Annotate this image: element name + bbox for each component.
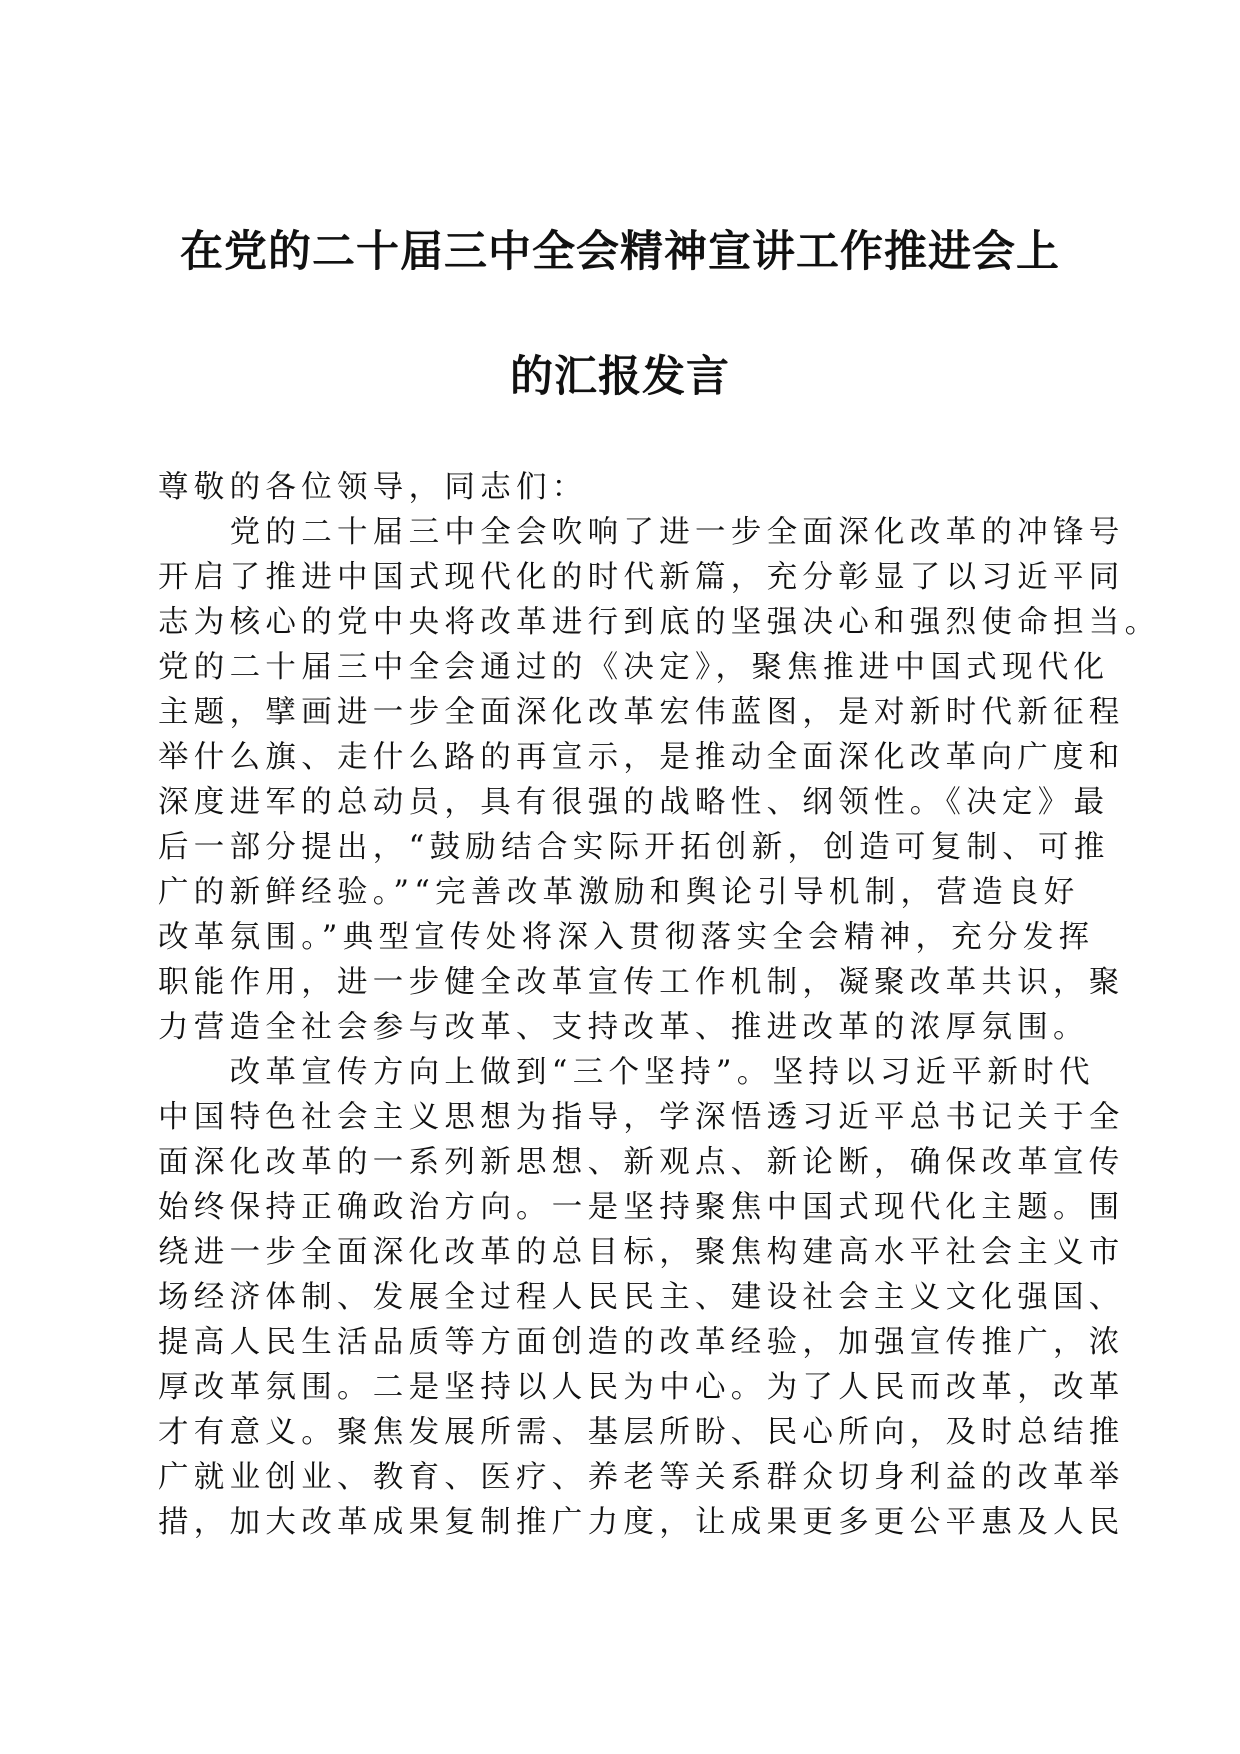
body-line: 才有意义。聚焦发展所需、基层所盼、民心所向，及时总结推 (158, 1415, 1125, 1450)
body-line: 力营造全社会参与改革、支持改革、推进改革的浓厚氛围。 (158, 1010, 1089, 1045)
body-line: 厚改革氛围。二是坚持以人民为中心。为了人民而改革，改革 (158, 1370, 1125, 1405)
body-line: 始终保持正确政治方向。一是坚持聚焦中国式现代化主题。围 (158, 1190, 1125, 1225)
body-line: 提高人民生活品质等方面创造的改革经验，加强宣传推广，浓 (158, 1325, 1125, 1360)
body-line: 改革氛围。”典型宣传处将深入贯彻落实全会精神，充分发挥 (158, 920, 1095, 955)
body-line: 改革宣传方向上做到“三个坚持”。坚持以习近平新时代 (158, 1055, 1095, 1090)
body-line: 后一部分提出，“鼓励结合实际开拓创新，创造可复制、可推 (158, 830, 1110, 865)
body-line: 绕进一步全面深化改革的总目标，聚焦构建高水平社会主义市 (158, 1235, 1125, 1270)
body-line: 志为核心的党中央将改革进行到底的坚强决心和强烈使命担当。 (158, 605, 1161, 640)
document-title-line-2: 的汇报发言 (510, 352, 730, 402)
body-line: 开启了推进中国式现代化的时代新篇，充分彰显了以习近平同 (158, 560, 1125, 595)
document-title-line-1: 在党的二十届三中全会精神宣讲工作推进会上 (180, 227, 1060, 277)
body-line: 党的二十届三中全会吹响了进一步全面深化改革的冲锋号 (158, 515, 1125, 550)
body-line: 面深化改革的一系列新思想、新观点、新论断，确保改革宣传 (158, 1145, 1125, 1180)
body-line: 广就业创业、教育、医疗、养老等关系群众切身利益的改革举 (158, 1460, 1125, 1495)
body-line: 职能作用，进一步健全改革宣传工作机制，凝聚改革共识，聚 (158, 965, 1125, 1000)
body-line: 深度进军的总动员，具有很强的战略性、纲领性。《决定》最 (158, 785, 1110, 820)
body-line: 举什么旗、走什么路的再宣示，是推动全面深化改革向广度和 (158, 740, 1125, 775)
body-line: 中国特色社会主义思想为指导，学深悟透习近平总书记关于全 (158, 1100, 1125, 1135)
body-line: 措，加大改革成果复制推广力度，让成果更多更公平惠及人民 (158, 1505, 1125, 1540)
body-line: 广的新鲜经验。”“完善改革激励和舆论引导机制，营造良好 (158, 875, 1080, 910)
salutation: 尊敬的各位领导，同志们： (158, 470, 588, 505)
body-line: 党的二十届三中全会通过的《决定》，聚焦推进中国式现代化 (158, 650, 1110, 685)
body-line: 场经济体制、发展全过程人民民主、建设社会主义文化强国、 (158, 1280, 1125, 1315)
body-line: 主题，擘画进一步全面深化改革宏伟蓝图，是对新时代新征程 (158, 695, 1125, 730)
